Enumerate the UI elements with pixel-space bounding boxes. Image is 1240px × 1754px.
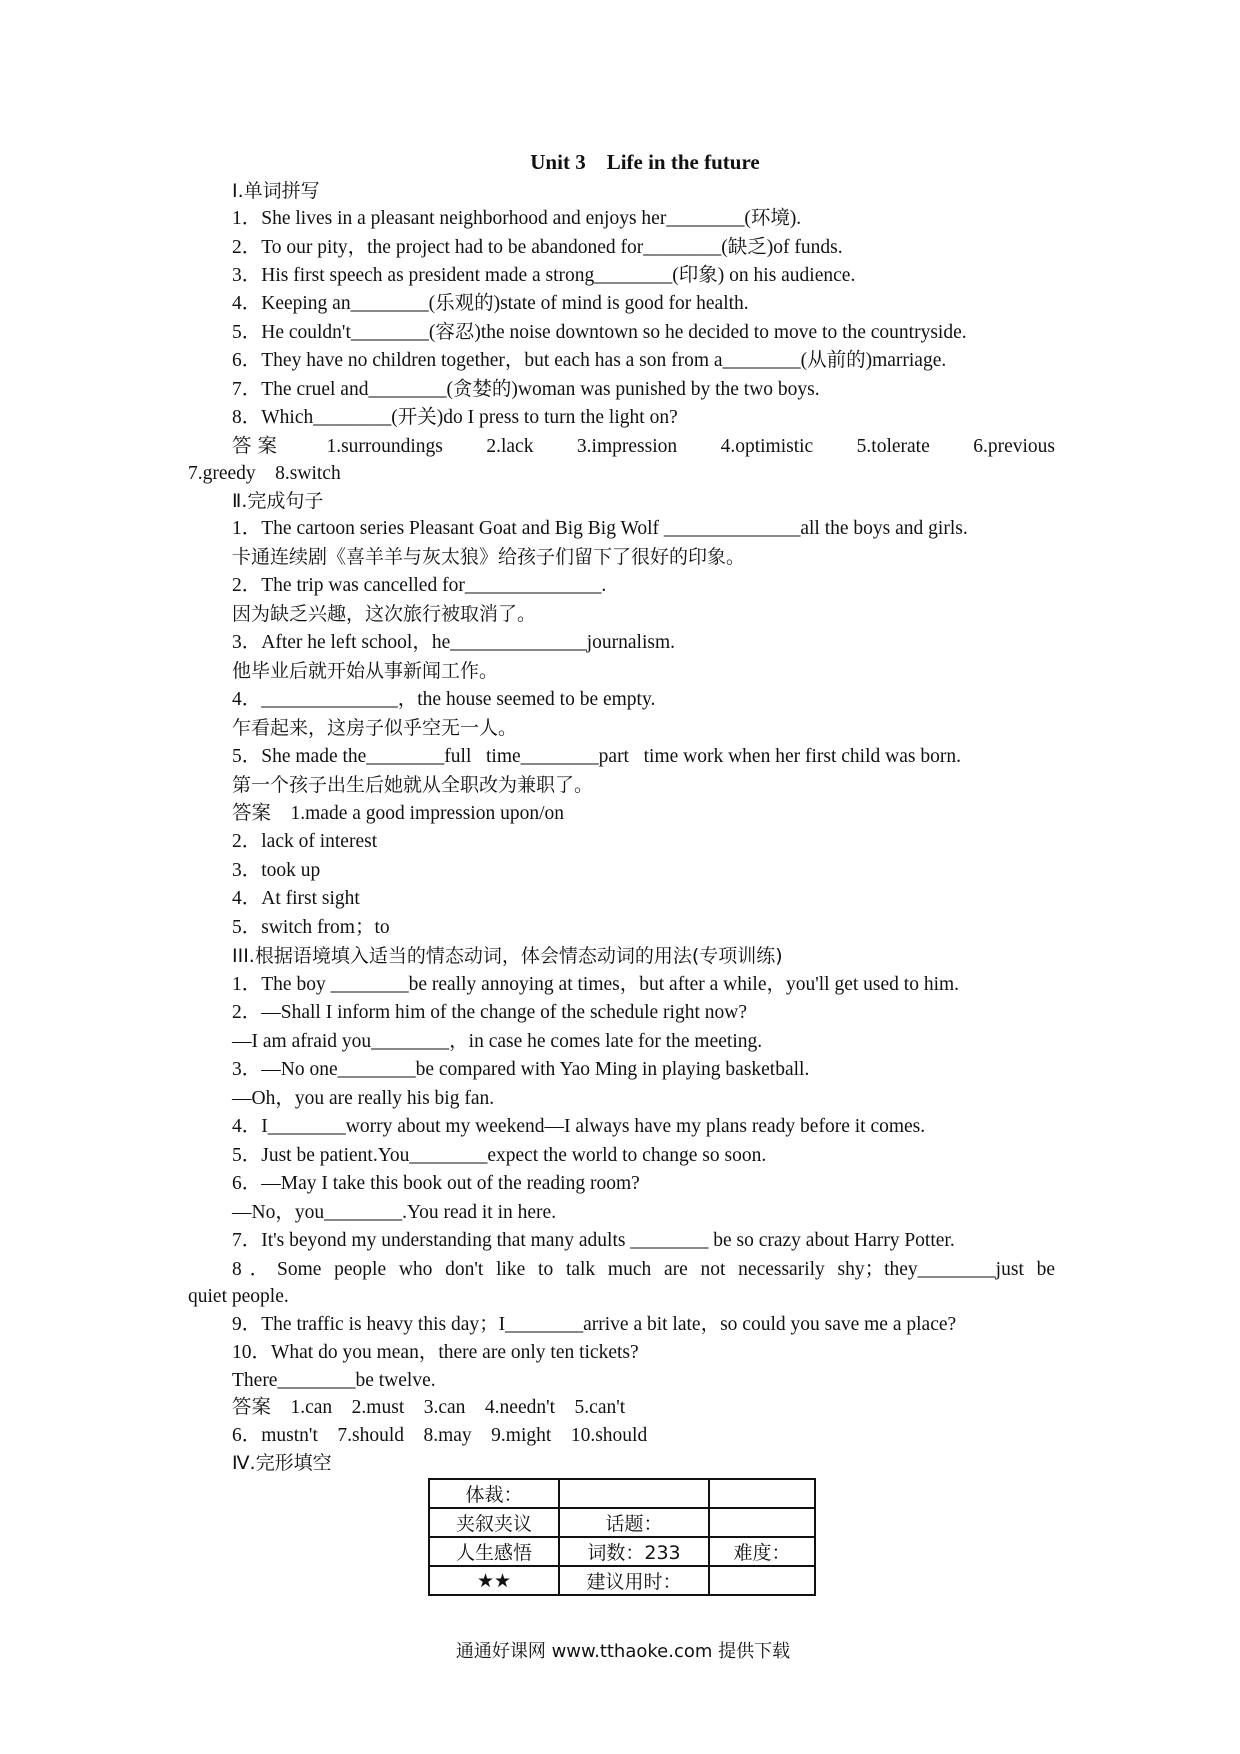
text-line: 2．The trip was cancelled for______________.	[232, 575, 607, 596]
text-line: 1．The cartoon series Pleasant Goat and Big Big Wolf ______________all the boys and girls.	[232, 518, 968, 539]
text-line: 卡通连续剧《喜羊羊与灰太狼》给孩子们留下了很好的印象。	[232, 546, 746, 568]
text-line: 2．—Shall I inform him of the change of the schedule right now?	[232, 1002, 747, 1023]
text-line: 乍看起来，这房子似乎空无一人。	[232, 717, 518, 739]
text-line: 4．______________，the house seemed to be empty.	[232, 689, 656, 710]
text-line: 8．Some people who don't like to talk much are not necessarily shy；they________just be	[232, 1259, 1055, 1280]
text-line: 答案 1.made a good impression upon/on	[232, 803, 565, 824]
text-line: —Oh，you are really his big fan.	[232, 1088, 495, 1109]
table-cell: 话题：	[559, 1508, 709, 1537]
table-row	[429, 1566, 815, 1595]
text-line: 1．The boy ________be really annoying at times，but after a while，you'll get used to him.	[232, 974, 960, 995]
text-line: 5．She made the________full time________part time work when her first child was born.	[232, 746, 961, 767]
text-line: 8．Which________(开关)do I press to turn the light on?	[232, 407, 678, 428]
text-line: 4．At first sight	[232, 888, 360, 909]
text-line: —I am afraid you________，in case he comes late for the meeting.	[232, 1031, 763, 1052]
text-line: 6．mustn't 7.should 8.may 9.might 10.should	[232, 1425, 648, 1446]
table-cell	[709, 1508, 815, 1537]
table-row	[429, 1537, 815, 1566]
cloze-info-table	[428, 1478, 816, 1596]
text-line: 2．To our pity，the project had to be abandoned for________(缺乏)of funds.	[232, 237, 843, 258]
table-cell: ★★	[429, 1566, 559, 1595]
text-line: 5．He couldn't________(容忍)the noise downtown so he decided to move to the countryside.	[232, 322, 967, 343]
text-line: 7.greedy 8.switch	[188, 463, 341, 484]
text-line: Ⅱ.完成句子	[232, 490, 324, 512]
table-row	[429, 1508, 815, 1537]
text-line: 答案 1.can 2.must 3.can 4.needn't 5.can't	[232, 1397, 626, 1418]
text-line: 4．Keeping an________(乐观的)state of mind is good for health.	[232, 293, 749, 314]
table-row	[429, 1479, 815, 1508]
text-line: 因为缺乏兴趣，这次旅行被取消了。	[232, 603, 537, 625]
table-cell	[709, 1566, 815, 1595]
text-line: There________be twelve.	[232, 1370, 436, 1391]
table-cell: 体裁：	[429, 1479, 559, 1508]
text-line: 3．After he left school，he______________journalism.	[232, 632, 676, 653]
table-cell	[559, 1479, 709, 1508]
text-line: 6．They have no children together，but each has a son from a________(从前的)marriage.	[232, 350, 947, 371]
text-line: 9．The traffic is heavy this day；I________arrive a bit late，so could you save me a place?	[232, 1314, 957, 1335]
text-line: 他毕业后就开始从事新闻工作。	[232, 660, 499, 682]
text-line: 3．took up	[232, 860, 321, 881]
text-line: Ⅳ.完形填空	[232, 1452, 332, 1474]
table-cell: 人生感悟	[429, 1537, 559, 1566]
text-line: 6．—May I take this book out of the reading room?	[232, 1173, 640, 1194]
text-line: quiet people.	[188, 1286, 289, 1307]
table-cell: 难度：	[709, 1537, 815, 1566]
text-line: 5．Just be patient.You________expect the world to change so soon.	[232, 1145, 767, 1166]
text-line: 7．The cruel and________(贪婪的)woman was punished by the two boys.	[232, 379, 820, 400]
footer-credit: 通通好课网 www.tthaoke.com 提供下载	[455, 1641, 791, 1662]
text-line: 4．I________worry about my weekend—I always have my plans ready before it comes.	[232, 1116, 926, 1137]
table-cell: 词数：233	[559, 1537, 709, 1566]
table-cell: 建议用时：	[559, 1566, 709, 1595]
table-cell: 夹叙夹议	[429, 1508, 559, 1537]
text-line: 第一个孩子出生后她就从全职改为兼职了。	[232, 774, 594, 796]
text-line: 1．She lives in a pleasant neighborhood and enjoys her________(环境).	[232, 208, 802, 229]
text-line: Ⅰ.单词拼写	[232, 180, 320, 202]
text-line: 10．What do you mean，there are only ten tickets?	[232, 1342, 639, 1363]
text-line: 5．switch from；to	[232, 917, 390, 938]
page-title: Unit 3 Life in the future	[530, 150, 760, 174]
text-line: —No，you________.You read it in here.	[232, 1202, 557, 1223]
text-line: 答案 1.surroundings 2.lack 3.impression 4.optimistic 5.tolerate 6.previous	[232, 436, 1055, 457]
text-line: 3．His first speech as president made a strong________(印象) on his audience.	[232, 265, 856, 286]
text-line: III.根据语境填入适当的情态动词，体会情态动词的用法(专项训练)	[232, 945, 783, 967]
text-line: 7．It's beyond my understanding that many adults ________ be so crazy about Harry Potter.	[232, 1230, 955, 1251]
table-cell	[709, 1479, 815, 1508]
text-line: 2．lack of interest	[232, 831, 378, 852]
text-line: 3．—No one________be compared with Yao Ming in playing basketball.	[232, 1059, 810, 1080]
